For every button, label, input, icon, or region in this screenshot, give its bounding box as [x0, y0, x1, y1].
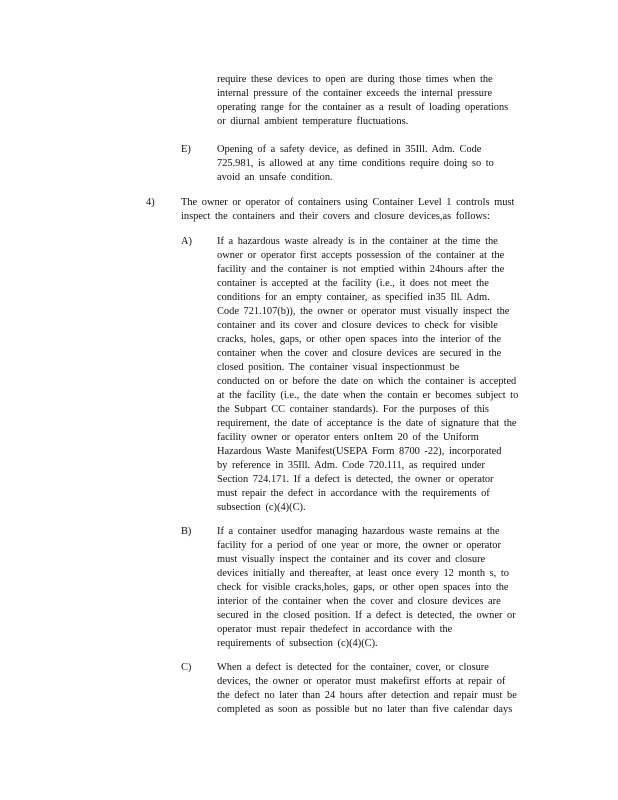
text-line: check for visible cracks,holes, gaps, or other open spaces into the: [217, 582, 509, 593]
text-line: the Subpart CC container standards). For the purposes of this: [217, 404, 489, 415]
text-line: If a hazardous waste already is in the container at the time the: [217, 236, 498, 247]
text-line: owner or operator first accepts possession of the container at the: [217, 250, 505, 261]
text-line: avoid an unsafe condition.: [217, 172, 333, 183]
text-line: facility and the container is not emptied within 24hours after the: [217, 264, 505, 275]
text-line: The owner or operator of containers using Container Level 1 controls must: [181, 197, 515, 208]
text-line: cracks, holes, gaps, or other open spaces into the interior of the: [217, 334, 501, 345]
text-line: Hazardous Waste Manifest(USEPA Form 8700 -22), incorporated: [217, 446, 502, 457]
text-line: secured in the closed position. If a defect is detected, the owner or: [217, 610, 516, 621]
text-line: 725.981, is allowed at any time conditions require doing so to: [217, 158, 494, 169]
text-line: by reference in 35Ill. Adm. Code 720.111, as required under: [217, 460, 485, 471]
text-line: or diurnal ambient temperature fluctuations.: [217, 116, 409, 127]
text-line: conditions for an empty container, as specified in35 Ill. Adm.: [217, 292, 490, 303]
item-label: B): [181, 526, 192, 537]
text-line: conducted on or before the date on which the container is accepted: [217, 376, 517, 387]
text-line: operating range for the container as a result of loading operations: [217, 102, 509, 113]
text-line: If a container usedfor managing hazardous waste remains at the: [217, 526, 500, 537]
text-line: completed as soon as possible but no later than five calendar days: [217, 704, 513, 715]
text-line: container and its cover and closure devices to check for visible: [217, 320, 498, 331]
text-line: the defect no later than 24 hours after detection and repair must be: [217, 690, 517, 701]
text-line: devices initially and thereafter, at least once every 12 month s, to: [217, 568, 509, 579]
text-line: container is accepted at the facility (i.e., it does not meet the: [217, 278, 489, 289]
text-line: closed position. The container visual inspectionmust be: [217, 362, 460, 373]
text-line: Code 721.107(b)), the owner or operator must visually inspect the: [217, 306, 510, 317]
item-label: E): [181, 144, 191, 155]
text-line: at the facility (i.e., the date when the contain er becomes subject to: [217, 390, 519, 401]
text-line: facility for a period of one year or more, the owner or operator: [217, 540, 501, 551]
item-label: A): [181, 236, 192, 247]
text-line: internal pressure of the container exceeds the internal pressure: [217, 88, 493, 99]
text-line: require these devices to open are during those times when the: [217, 74, 493, 85]
text-line: inspect the containers and their covers and closure devices,as follows:: [181, 211, 490, 222]
text-line: requirement, the date of acceptance is the date of signature that the: [217, 418, 517, 429]
text-line: When a defect is detected for the container, cover, or closure: [217, 662, 489, 673]
text-line: container when the cover and closure devices are secured in the: [217, 348, 502, 359]
text-line: must repair the defect in accordance with the requirements of: [217, 488, 490, 499]
text-line: interior of the container when the cover and closure devices are: [217, 596, 501, 607]
text-line: Opening of a safety device, as defined in 35Ill. Adm. Code: [217, 144, 482, 155]
text-line: Section 724.171. If a defect is detected, the owner or operator: [217, 474, 494, 485]
text-line: devices, the owner or operator must makefirst efforts at repair of: [217, 676, 506, 687]
item-label: 4): [146, 197, 155, 208]
text-line: must visually inspect the container and its cover and closure: [217, 554, 486, 565]
text-line: facility owner or operator enters onItem 20 of the Uniform: [217, 432, 479, 443]
item-label: C): [181, 662, 192, 673]
text-line: requirements of subsection (c)(4)(C).: [217, 638, 378, 649]
text-line: operator must repair thedefect in accordance with the: [217, 624, 453, 635]
text-line: subsection (c)(4)(C).: [217, 502, 306, 513]
